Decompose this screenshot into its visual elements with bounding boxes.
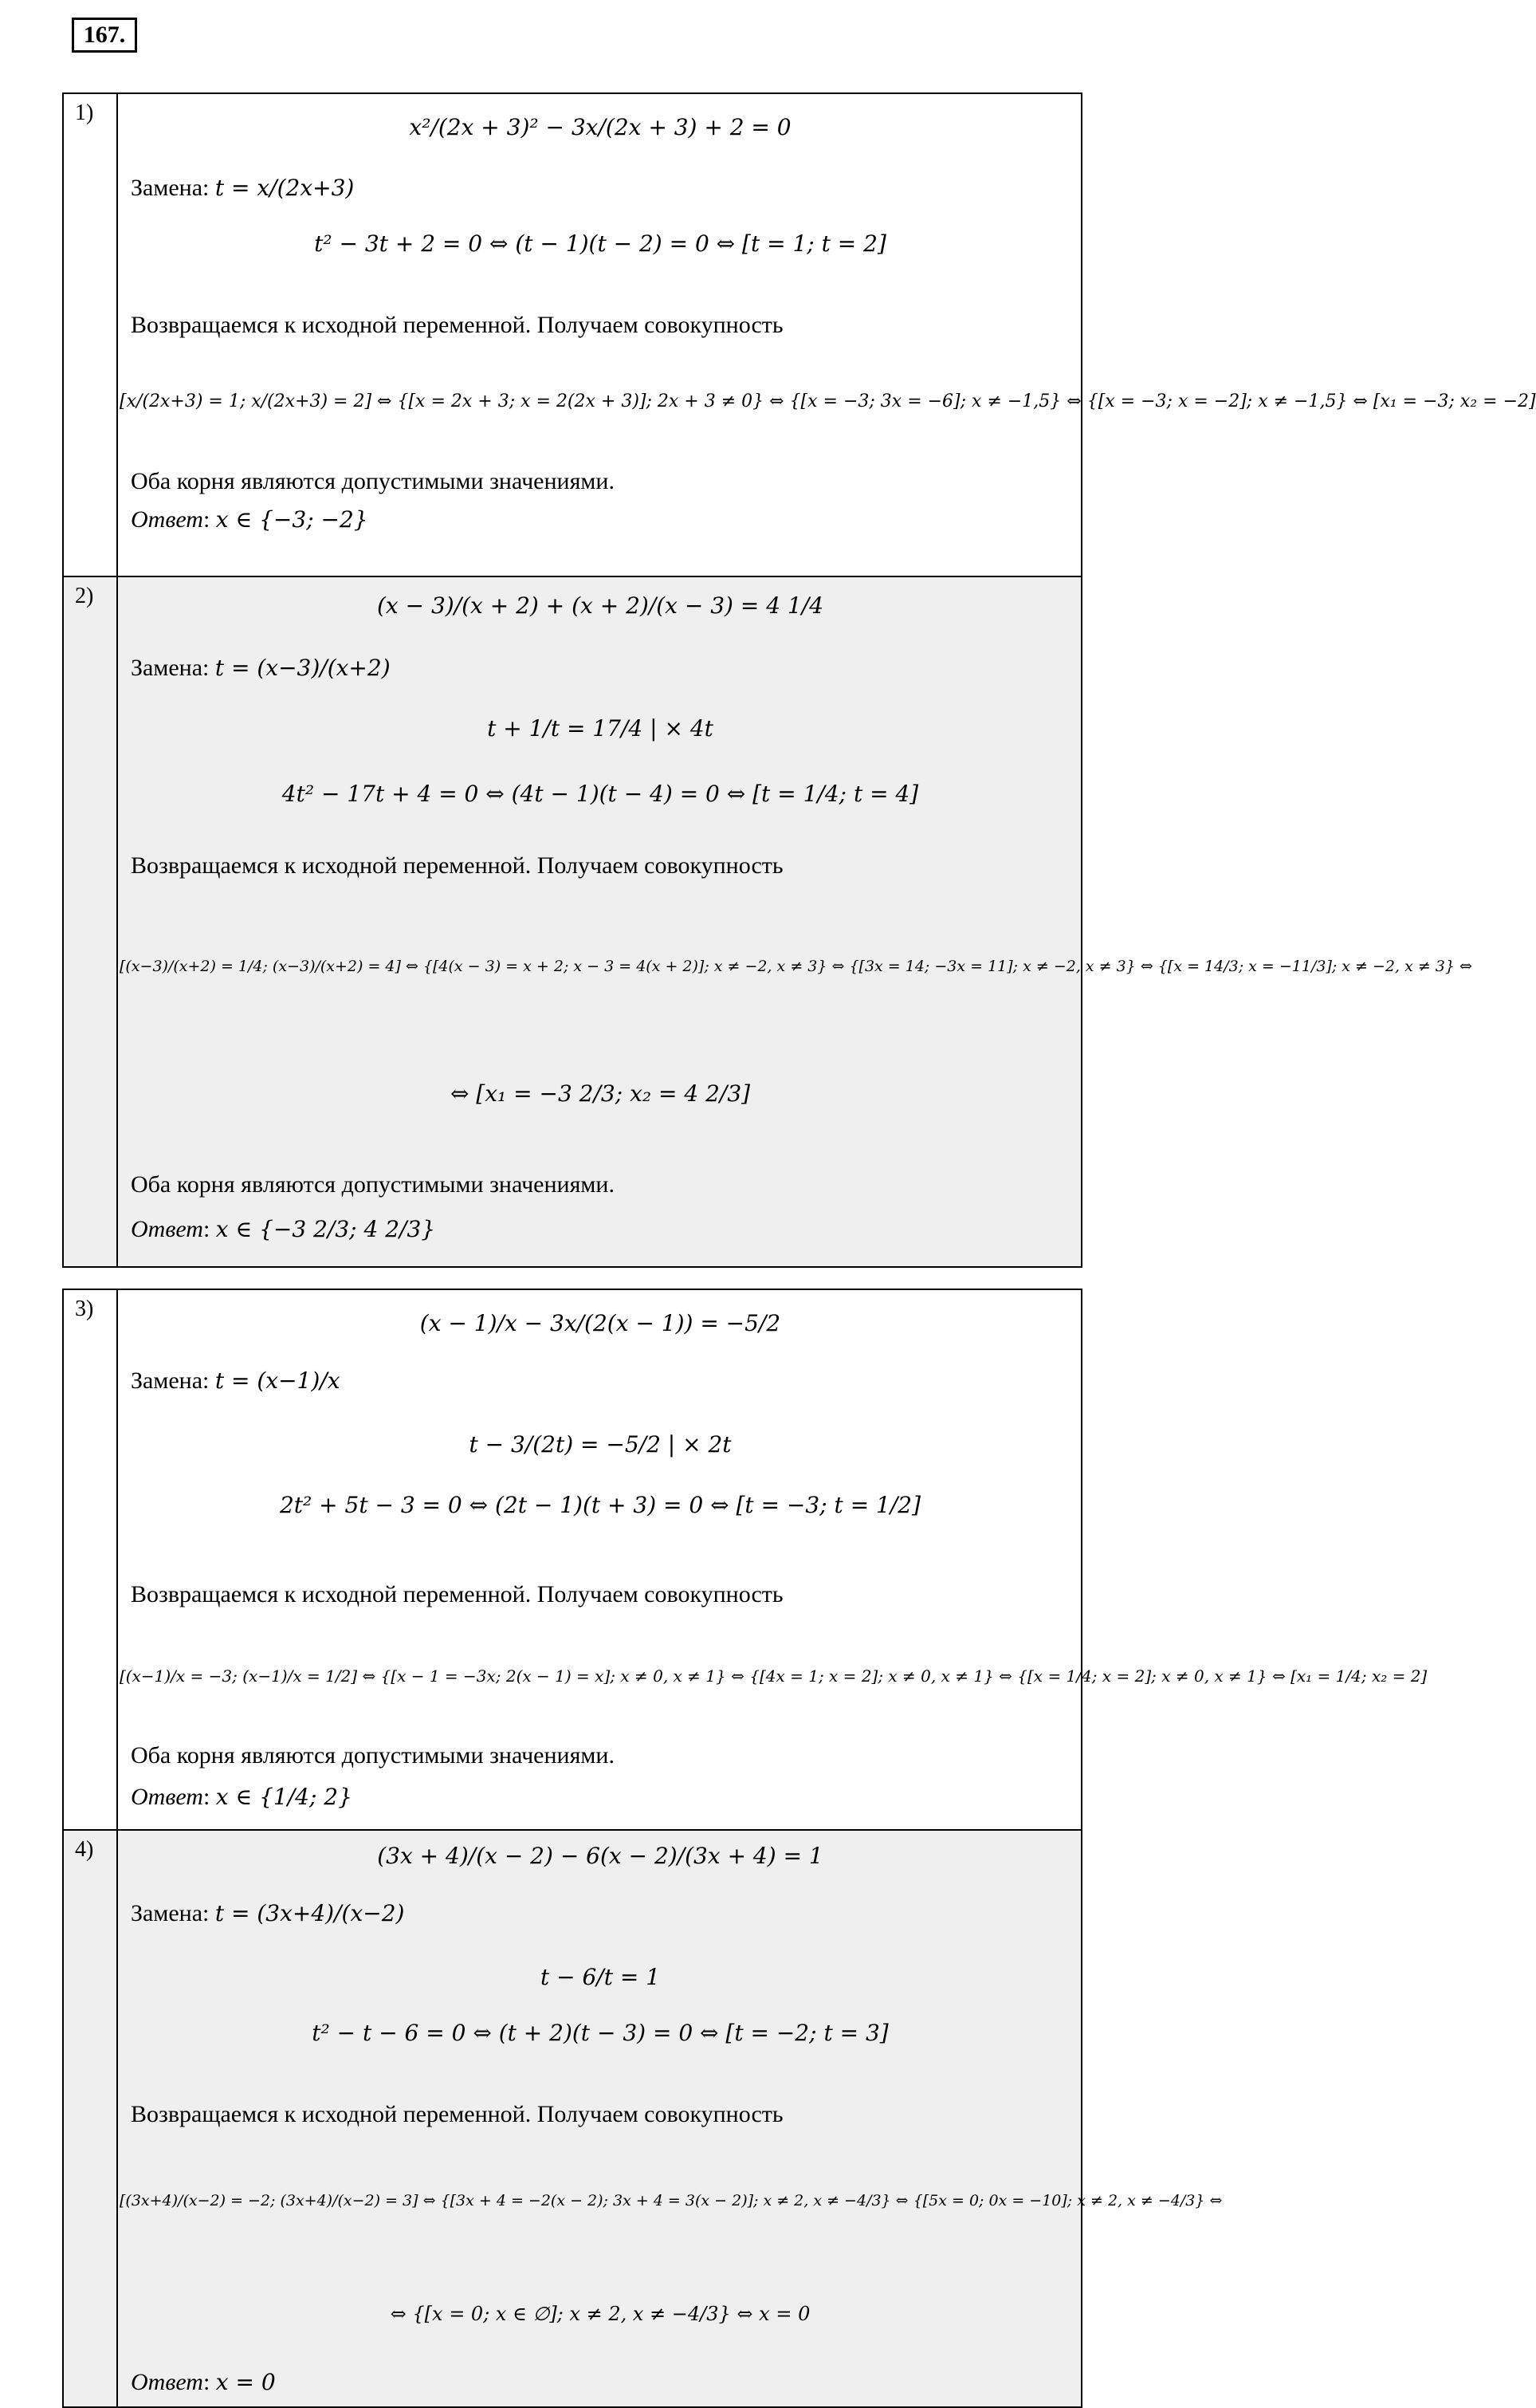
row-number: 4): [64, 1831, 118, 2406]
solution-row-1: [64, 94, 1536, 576]
quadratic: t² − t − 6 = 0 ⇔ (t + 2)(t − 3) = 0 ⇔ [t = −2; t = 3]: [312, 2020, 889, 2046]
system: [(x−1)/x = −3; (x−1)/x = 1/2] ⇔ {[x − 1 = −3x; 2(x − 1) = x]; x ≠ 0, x ≠ 1} ⇔ {[4x = 1; x = 2]; x ≠ 0, x ≠ 1} ⇔ {[x = 1/4; x = 2]; x ≠ 0, x ≠ 1} ⇔ [x₁ = 1/4; x₂ = 2]: [120, 1666, 1428, 1686]
answer-value: x ∈ {−3 2/3; 4 2/3}: [215, 1216, 436, 1242]
answer: Ответ: x ∈ {−3; −2}: [131, 506, 368, 533]
system: [(x−3)/(x+2) = 1/4; (x−3)/(x+2) = 4] ⇔ {[4(x − 3) = x + 2; x − 3 = 4(x + 2)]; x ≠ −2, x ≠ 3} ⇔ {[3x = 14; −3x = 11]; x ≠ −2, x ≠ 3} ⇔ {[x = 14/3; x = −11/3]; x ≠ −2, x ≠ 3} ⇔: [120, 958, 1472, 975]
answer-value: x = 0: [215, 2369, 276, 2395]
equation: (3x + 4)/(x − 2) − 6(x − 2)/(3x + 4) = 1: [377, 1843, 823, 1869]
row-number: 2): [64, 577, 118, 1266]
return-text: Возвращаемся к исходной переменной. Получаем совокупность: [131, 852, 784, 879]
substitution: [131, 654, 391, 683]
equation: (x − 1)/x − 3x/(2(x − 1)) = −5/2: [419, 1310, 781, 1336]
substitution-label: Замена:: [131, 1367, 215, 1394]
system: [(3x+4)/(x−2) = −2; (3x+4)/(x−2) = 3] ⇔ {[3x + 4 = −2(x − 2); 3x + 4 = 3(x − 2)]; x ≠ 2, x ≠ −4/3} ⇔ {[5x = 0; 0x = −10]; x ≠ 2, x ≠ −4/3} ⇔: [120, 2192, 1223, 2209]
result: ⇔ {[x = 0; x ∈ ∅]; x ≠ 2, x ≠ −4/3} ⇔ x = 0: [390, 2303, 811, 2325]
row-content: [120, 1831, 1223, 2406]
solutions-table-1: [62, 92, 1536, 1268]
quadratic: 2t² + 5t − 3 = 0 ⇔ (2t − 1)(t + 3) = 0 ⇔ [t = −3; t = 1/2]: [279, 1492, 921, 1518]
equation: x²/(2x + 3)² − 3x/(2x + 3) + 2 = 0: [409, 114, 792, 140]
row-number: 1): [64, 94, 118, 576]
substitution: [131, 1899, 404, 1928]
substitution-label: Замена:: [131, 175, 215, 201]
substitution-label: Замена:: [131, 1900, 215, 1926]
row-content: [120, 577, 1472, 1266]
substitution-expression: t = (x−1)/x: [214, 1367, 340, 1394]
problem-number: 167.: [72, 18, 137, 53]
substitution-expression: t = x/(2x+3): [214, 175, 355, 201]
step: t + 1/t = 17/4 | × 4t: [487, 715, 713, 742]
roots-ok: Оба корня являются допустимыми значениями.: [131, 1171, 615, 1198]
substitution-label: Замена:: [131, 655, 215, 681]
return-text: Возвращаемся к исходной переменной. Получаем совокупность: [131, 312, 784, 338]
answer-value: x ∈ {−3; −2}: [215, 506, 368, 533]
solution-row-2: [64, 576, 1472, 1266]
roots-ok: Оба корня являются допустимыми значениями.: [131, 1742, 615, 1769]
row-number: 3): [64, 1290, 118, 1829]
answer: Ответ: x ∈ {1/4; 2}: [131, 1784, 352, 1810]
substitution: [131, 1367, 340, 1395]
return-text: Возвращаемся к исходной переменной. Получаем совокупность: [131, 1581, 784, 1607]
row-content: [120, 94, 1536, 576]
substitution-expression: t = (x−3)/(x+2): [214, 655, 391, 681]
roots-ok: Оба корня являются допустимыми значениями.: [131, 468, 615, 494]
answer-label: Ответ: [131, 1784, 203, 1810]
answer-label: Ответ: [131, 1216, 203, 1242]
step: t − 6/t = 1: [540, 1964, 661, 1990]
row-content: [120, 1290, 1428, 1829]
answer-value: x ∈ {1/4; 2}: [215, 1784, 352, 1810]
system: [x/(2x+3) = 1; x/(2x+3) = 2] ⇔ {[x = 2x + 3; x = 2(2x + 3)]; 2x + 3 ≠ 0} ⇔ {[x = −3; 3x = −6]; x ≠ −1,5} ⇔ {[x = −3; x = −2]; x ≠ −1,5} ⇔ [x₁ = −3; x₂ = −2]: [120, 391, 1536, 411]
quadratic: t² − 3t + 2 = 0 ⇔ (t − 1)(t − 2) = 0 ⇔ [t = 1; t = 2]: [314, 230, 886, 257]
substitution: [131, 174, 354, 203]
step: t − 3/(2t) = −5/2 | × 2t: [469, 1431, 732, 1458]
substitution-expression: t = (3x+4)/(x−2): [214, 1900, 405, 1926]
solutions-table-2: [62, 1289, 1428, 2408]
solution-row-3: [64, 1290, 1428, 1829]
solution-row-4: [64, 1829, 1223, 2406]
answer: Ответ: x = 0: [131, 2369, 276, 2395]
equation: (x − 3)/(x + 2) + (x + 2)/(x − 3) = 4 1/4: [376, 592, 824, 619]
answer-label: Ответ: [131, 2369, 203, 2395]
return-text: Возвращаемся к исходной переменной. Получаем совокупность: [131, 2101, 784, 2127]
answer: Ответ: x ∈ {−3 2/3; 4 2/3}: [131, 1216, 436, 1242]
result: ⇔ [x₁ = −3 2/3; x₂ = 4 2/3]: [450, 1080, 751, 1107]
quadratic: 4t² − 17t + 4 = 0 ⇔ (4t − 1)(t − 4) = 0 ⇔ [t = 1/4; t = 4]: [281, 781, 919, 807]
answer-label: Ответ: [131, 506, 203, 533]
